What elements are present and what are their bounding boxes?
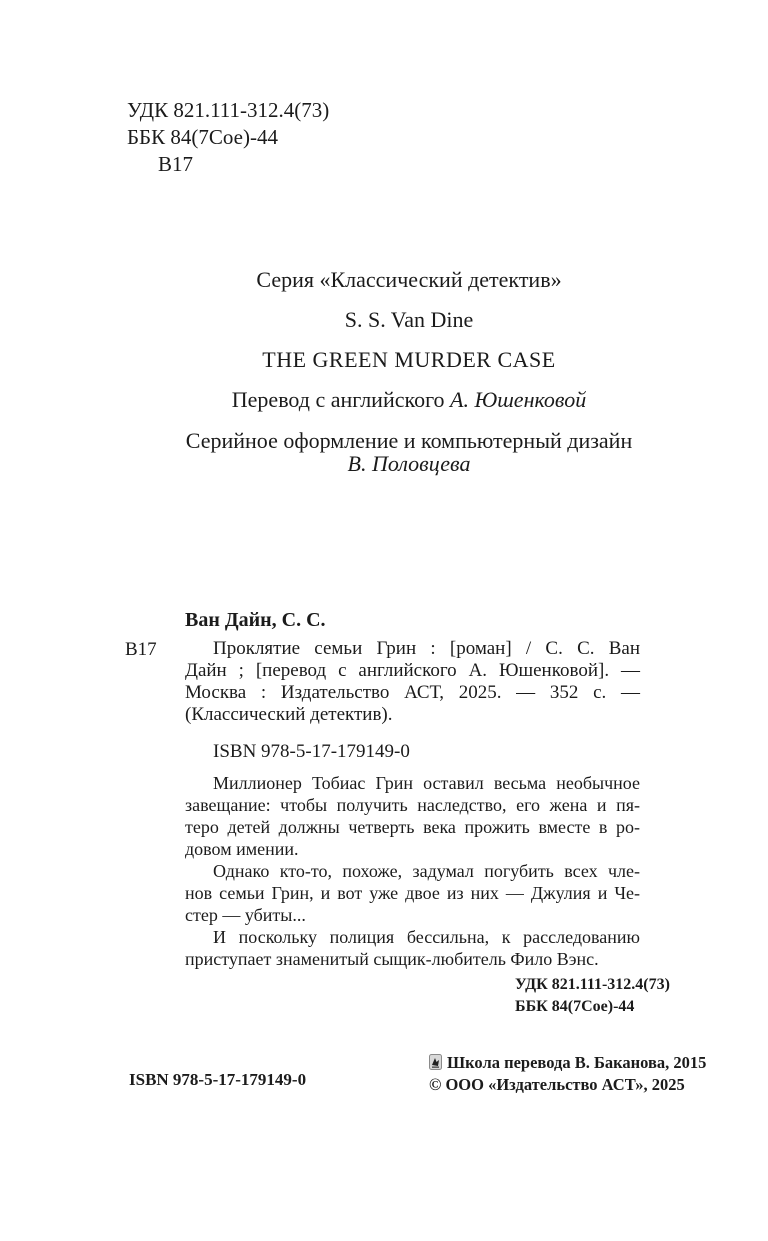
annotation-block [185, 772, 640, 970]
annotation-line: стер — убиты... [185, 905, 306, 925]
footer-isbn: ISBN 978-5-17-179149-0 [129, 1070, 307, 1089]
card-description [185, 638, 640, 726]
card-isbn: ISBN 978-5-17-179149-0 [213, 741, 410, 762]
translation-prefix: Перевод с английского [231, 387, 451, 412]
copyright-line-bakanov [429, 1052, 706, 1074]
bakanov-school-logo-icon [429, 1054, 442, 1070]
translator-name: А. Юшенковой [450, 387, 587, 412]
udk-code-bottom: УДК 821.111-312.4(73) [515, 976, 670, 993]
top-codes-block [127, 97, 329, 178]
card-line: Дайн ; [перевод с английского А. Юшенковой]. — [185, 660, 640, 681]
bbk-code-bottom: ББК 84(7Сое)-44 [515, 998, 635, 1015]
copyright-bakanov-text: Школа перевода В. Баканова, 2015 [447, 1053, 707, 1072]
copyright-block [429, 1052, 706, 1096]
series-line: Серия «Классический детектив» [256, 267, 562, 292]
card-line: (Классический детектив). [185, 704, 393, 725]
designer-line [127, 452, 691, 476]
annotation-line: довом имении. [185, 839, 299, 859]
annotation-line: теро детей должны четверть века прожить вместе в ро- [185, 817, 640, 837]
bbk-code: ББК 84(7Сое)-44 [127, 125, 278, 149]
original-author: S. S. Van Dine [344, 307, 474, 332]
translation-line [127, 388, 691, 412]
bottom-codes-block [515, 974, 670, 1018]
card-author-code: В17 [125, 639, 157, 660]
card-line: Москва : Издательство АСТ, 2025. — 352 с. — [185, 682, 640, 703]
card-author-heading: Ван Дайн, С. С. [185, 609, 326, 631]
design-line: Серийное оформление и компьютерный дизайн [185, 428, 633, 453]
annotation-line: приступает знаменитый сыщик-любитель Фило Вэнс. [185, 949, 599, 969]
annotation-line: нов семьи Грин, и вот уже двое из них — Джулия и Че- [185, 883, 640, 903]
annotation-line: И поскольку полиция бессильна, к расследованию [213, 927, 640, 947]
author-sign-code: В17 [158, 152, 194, 176]
annotation-line: Миллионер Тобиас Грин оставил весьма необычное [213, 773, 640, 793]
annotation-line: завещание: чтобы получить наследство, его жена и пя- [185, 795, 640, 815]
udk-code: УДК 821.111-312.4(73) [127, 98, 330, 122]
annotation-line: Однако кто-то, похоже, задумал погубить всех чле- [213, 861, 640, 881]
copyright-line-ast: © ООО «Издательство АСТ», 2025 [429, 1075, 685, 1094]
original-title: THE GREEN MURDER CASE [262, 347, 556, 372]
designer-name: В. Половцева [347, 451, 471, 476]
card-line: Проклятие семьи Грин : [роман] / С. С. Ван [213, 638, 640, 659]
